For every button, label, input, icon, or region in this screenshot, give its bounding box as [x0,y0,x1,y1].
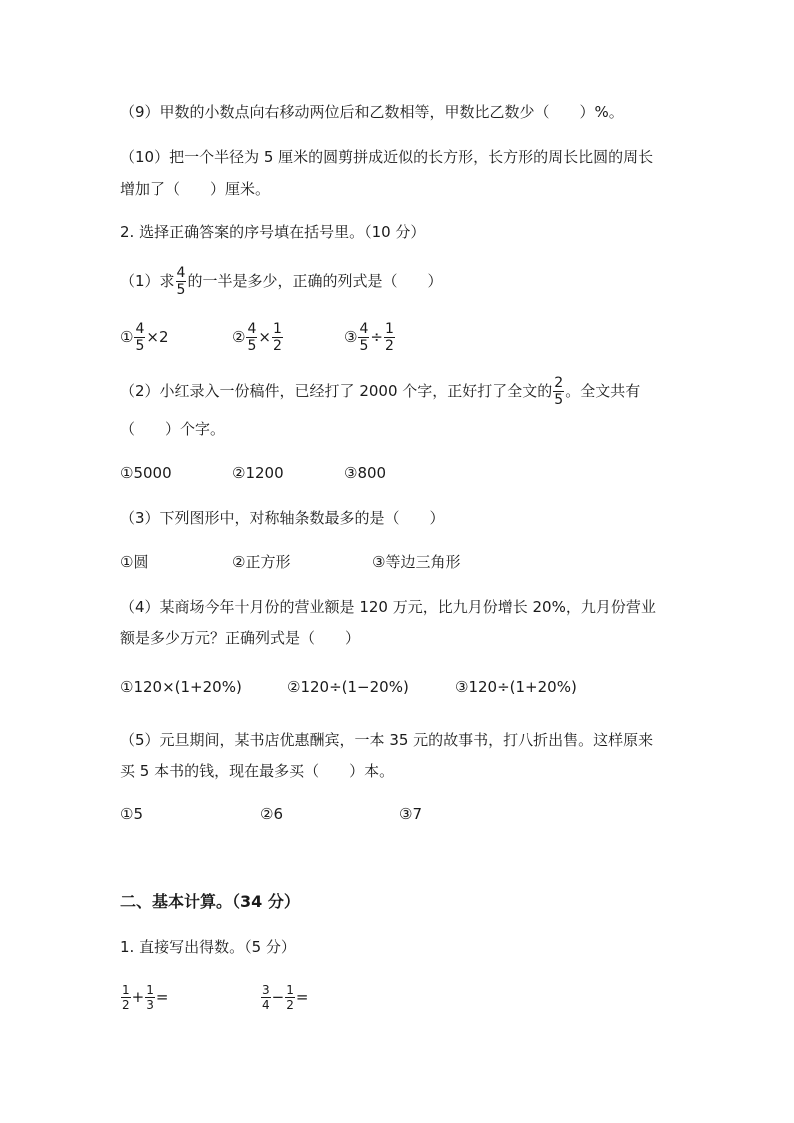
choice-1-stem [120,262,442,300]
choice-4-option-1: ①120×(1+20%) [120,678,242,696]
fraction: $\frac{1}{3}$ [146,983,154,1012]
fraction: $\frac{1}{2}$ [122,983,130,1012]
choice-5-line2: 买 5 本书的钱，现在最多买（ ）本。 [120,762,395,780]
fraction: $\frac{2}{5}$ [554,375,564,408]
choice-3-option-3: ③等边三角形 [372,553,461,571]
question-10-line2: 增加了（ ）厘米。 [120,180,271,198]
fraction: $\frac{4}{5}$ [359,321,369,354]
choice-2-option-1: ①5000 [120,464,172,482]
choice-4-line1: （4）某商场今年十月份的营业额是 120 万元，比九月份增长 20%，九月份营业 [120,598,656,616]
choice-4-line2: 额是多少万元？正确列式是（ ） [120,629,361,647]
choice-3-stem: （3）下列图形中，对称轴条数最多的是（ ） [120,509,445,527]
choice-3-option-2: ②正方形 [232,553,291,571]
calc-item-1: $\frac{1}{2}$ + $\frac{1}{3}$ = [122,983,169,1012]
part-2-title: 二、基本计算。（34 分） [120,892,300,911]
choice-4-option-2: ②120÷(1−20%) [287,678,409,696]
fraction: $\frac{1}{2}$ [286,983,294,1012]
choice-1-option-2: ② $\frac{4}{5}$ × $\frac{1}{2}$ [232,321,282,354]
choice-5-option-2: ②6 [260,805,283,823]
choice-2-option-2: ②1200 [232,464,284,482]
fraction: $\frac{4}{5}$ [247,321,257,354]
choice-5-line1: （5）元旦期间，某书店优惠酬宾，一本 35 元的故事书，打八折出售。这样原来 [120,731,654,749]
choice-2-option-3: ③800 [344,464,387,482]
choice-3-option-1: ①圆 [120,553,149,571]
choice-4-option-3: ③120÷(1+20%) [455,678,577,696]
choice-1-option-1: ① $\frac{4}{5}$ ×2 [120,321,169,354]
fraction: $\frac{3}{4}$ [262,983,270,1012]
choice-1-pre: （1）求 [120,272,175,290]
fraction: $\frac{4}{5}$ [176,265,186,298]
section-2-title: 2. 选择正确答案的序号填在括号里。（10 分） [120,223,426,241]
fraction: $\frac{4}{5}$ [135,321,145,354]
fraction: $\frac{1}{2}$ [272,321,282,354]
question-9: （9）甲数的小数点向右移动两位后和乙数相等，甲数比乙数少（ ）%。 [120,103,624,121]
choice-2-line2: （ ）个字。 [120,420,226,438]
fraction: $\frac{1}{2}$ [384,321,394,354]
question-10-line1: （10）把一个半径为 5 厘米的圆剪拼成近似的长方形，长方形的周长比圆的周长 [120,148,654,166]
calc-section-title: 1. 直接写出得数。（5 分） [120,938,296,956]
choice-5-option-1: ①5 [120,805,143,823]
calc-item-2: $\frac{3}{4}$ − $\frac{1}{2}$ = [262,983,309,1012]
choice-2-stem: （2）小红录入一份稿件，已经打了 2000 个字，正好打了全文的 $\frac{2}{5}$ 。全文共有 [120,375,641,408]
choice-5-option-3: ③7 [399,805,422,823]
choice-1-option-3: ③ $\frac{4}{5}$ ÷ $\frac{1}{2}$ [344,321,394,354]
choice-1-post: 的一半是多少，正确的列式是（ ） [187,272,443,290]
